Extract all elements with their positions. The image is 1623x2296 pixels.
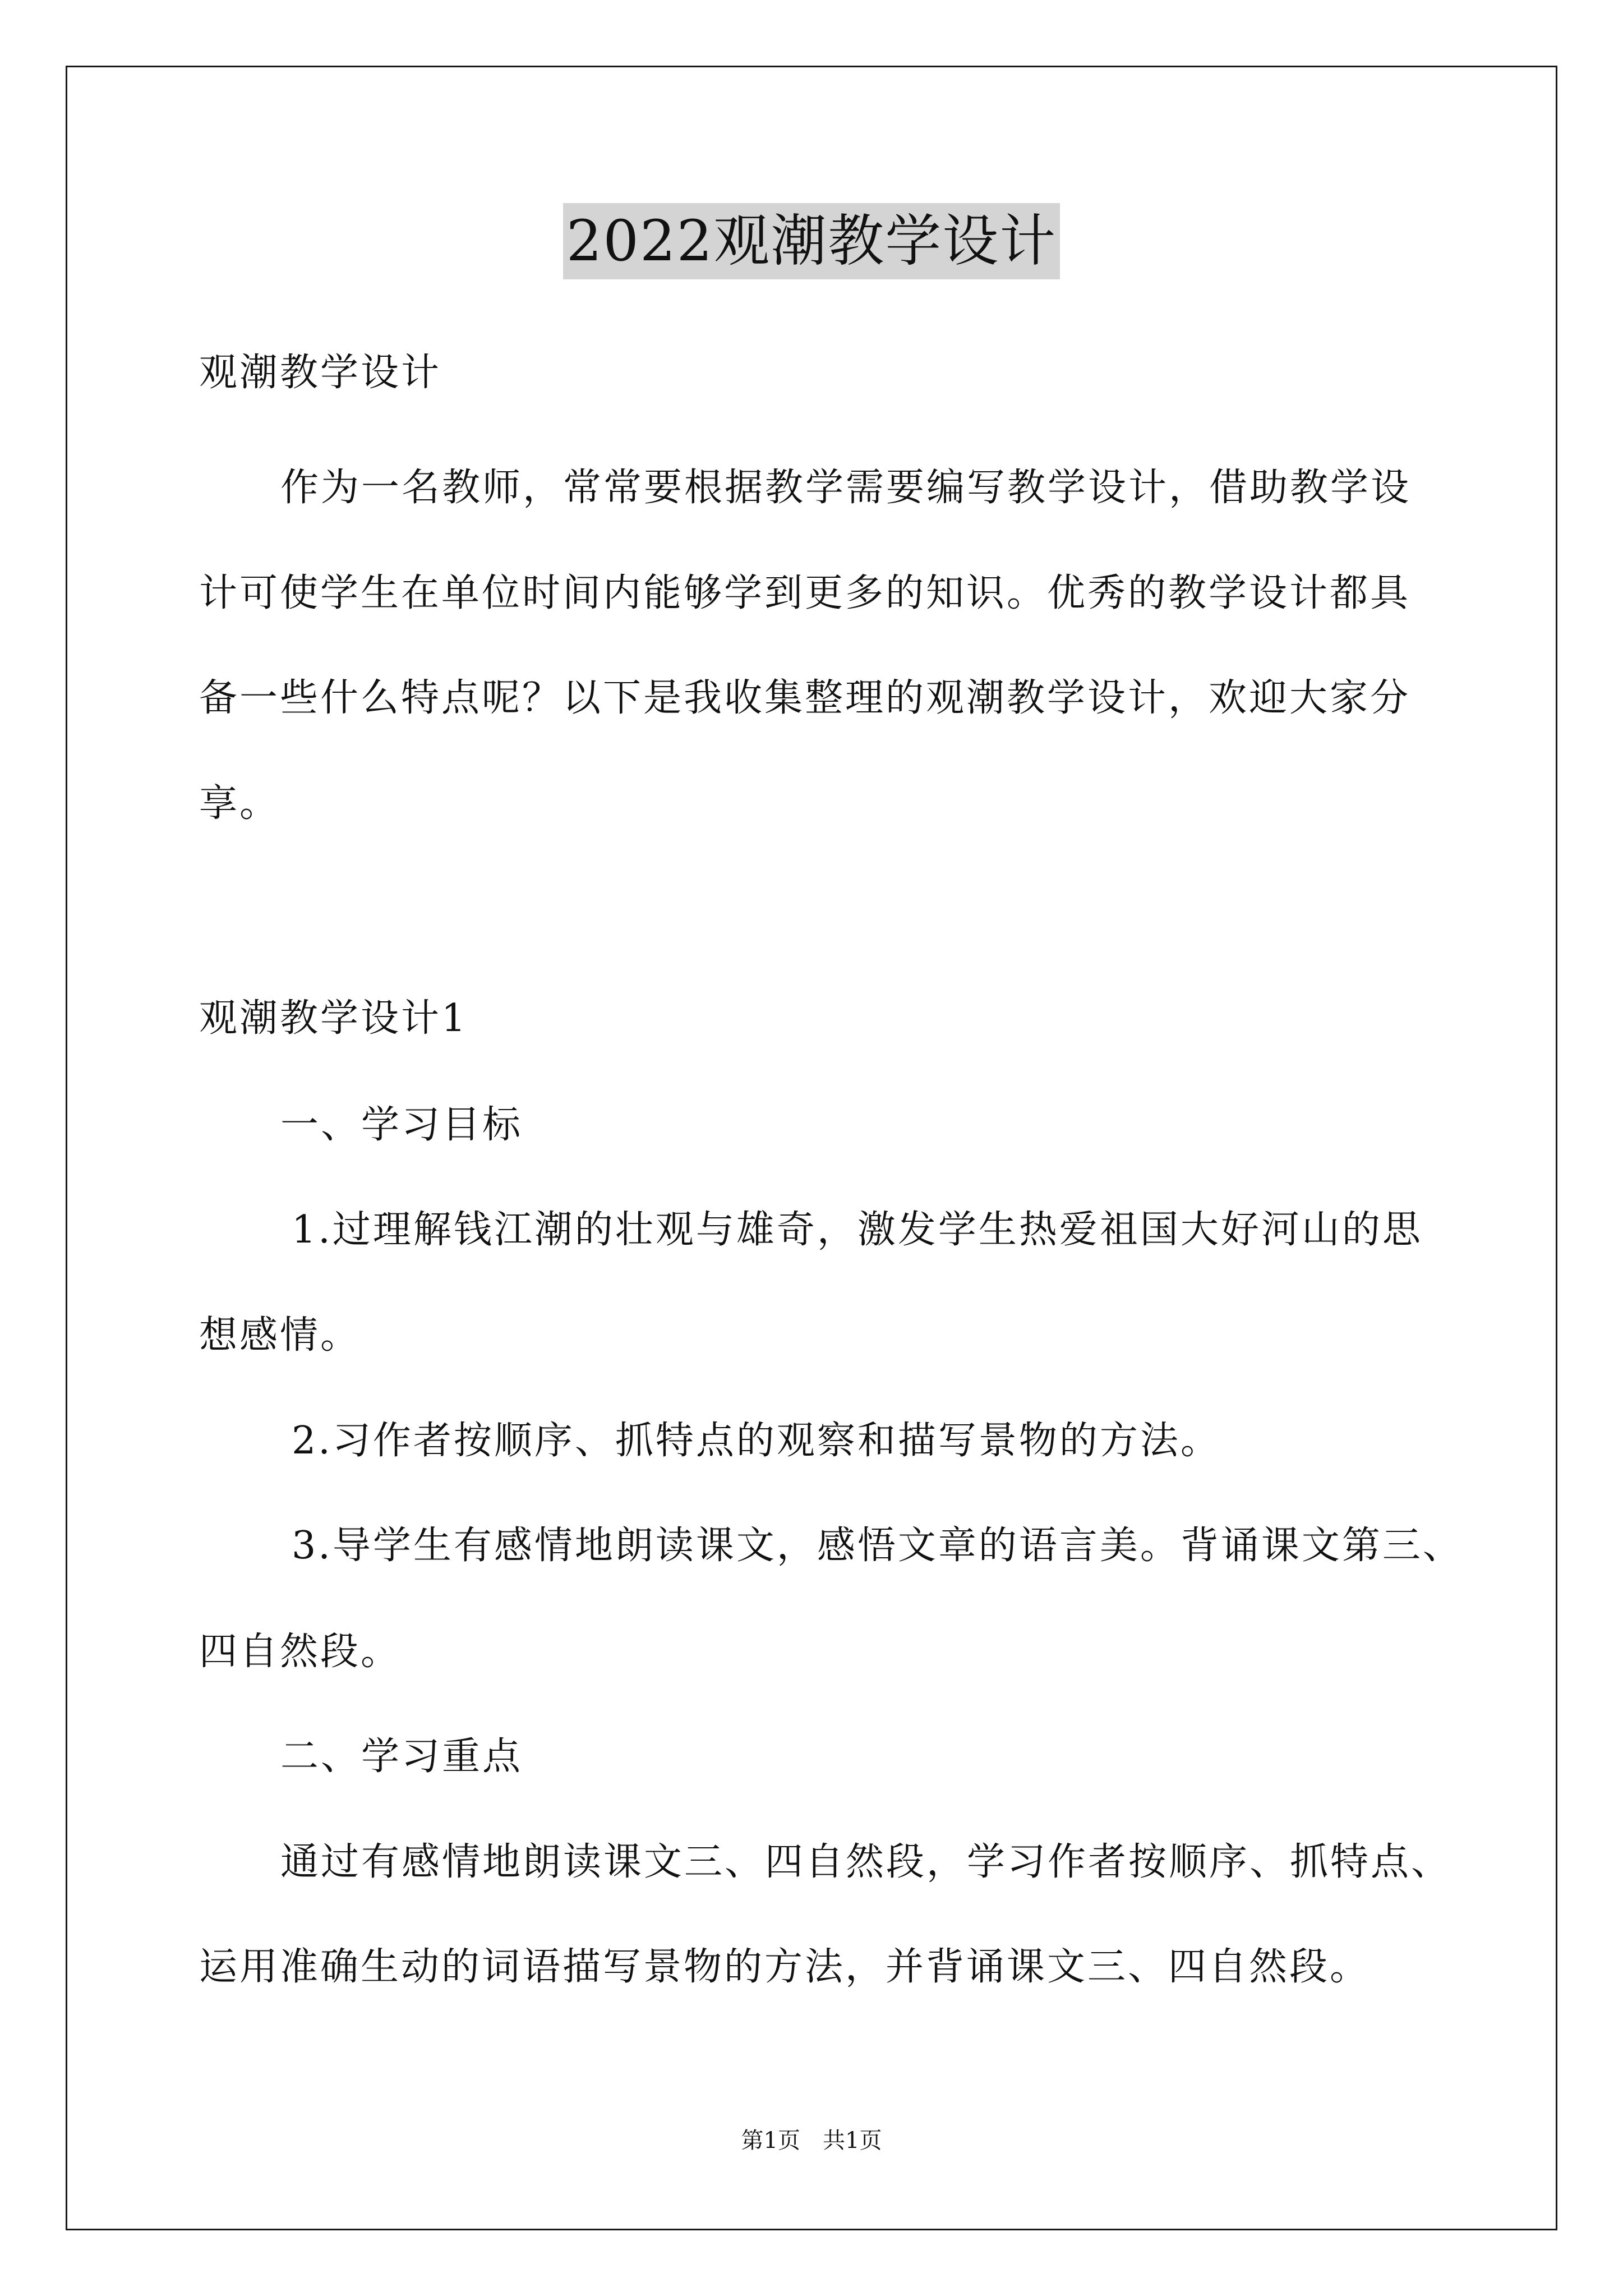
section-heading-design-1: 观潮教学设计1 bbox=[199, 996, 468, 1041]
title-wrap bbox=[0, 203, 1623, 279]
paragraph-line: 备一些什么特点呢？以下是我收集整理的观潮教学设计，欢迎大家分 bbox=[199, 676, 1411, 720]
paragraph-line: 作为一名教师，常常要根据教学需要编写教学设计，借助教学设 bbox=[280, 466, 1412, 510]
section-heading-intro: 观潮教学设计 bbox=[199, 351, 442, 395]
list-item: 2.习作者按顺序、抓特点的观察和描写景物的方法。 bbox=[292, 1419, 1221, 1463]
list-item: 1.过理解钱江潮的壮观与雄奇，激发学生热爱祖国大好河山的思 bbox=[292, 1208, 1423, 1252]
list-item-continuation: 四自然段。 bbox=[199, 1630, 402, 1674]
document-title: 2022观潮教学设计 bbox=[563, 203, 1061, 279]
list-item-continuation: 想感情。 bbox=[199, 1313, 361, 1358]
paragraph-line: 运用准确生动的词语描写景物的方法，并背诵课文三、四自然段。 bbox=[199, 1945, 1371, 1989]
paragraph-line: 计可使学生在单位时间内能够学到更多的知识。优秀的教学设计都具 bbox=[199, 571, 1411, 615]
paragraph-line: 享。 bbox=[199, 781, 280, 826]
subheading-key-points: 二、学习重点 bbox=[280, 1734, 523, 1779]
list-item: 3.导学生有感情地朗读课文，感悟文章的语言美。背诵课文第三、 bbox=[292, 1524, 1463, 1568]
page-footer: 第1页 共1页 bbox=[741, 2128, 882, 2154]
subheading-learning-goals: 一、学习目标 bbox=[280, 1103, 523, 1147]
paragraph-line: 通过有感情地朗读课文三、四自然段，学习作者按顺序、抓特点、 bbox=[280, 1840, 1452, 1884]
